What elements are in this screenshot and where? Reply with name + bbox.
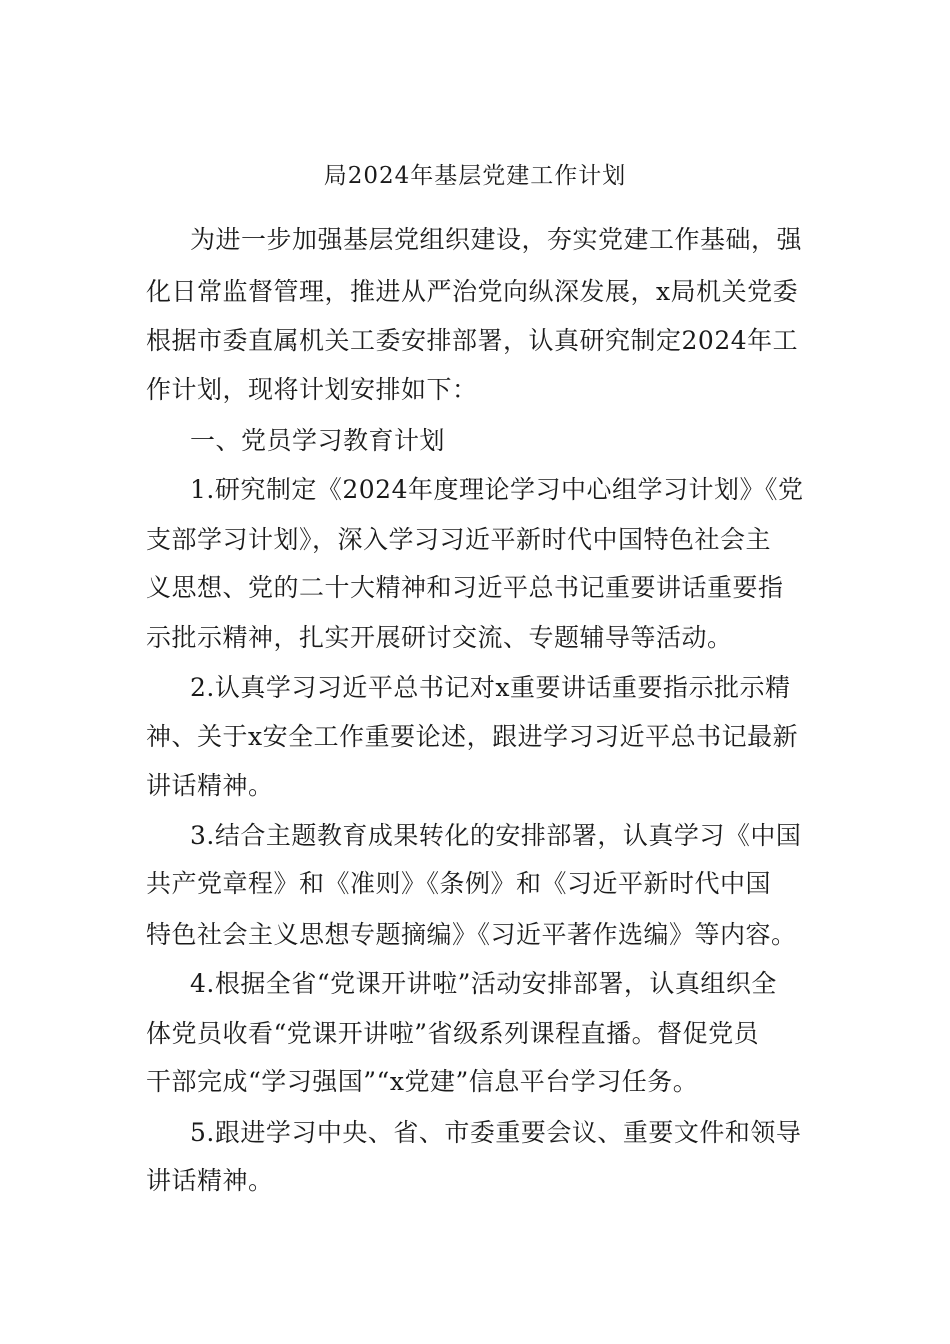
paragraph-line: 为进一步加强基层党组织建设，夯实党建工作基础，强 xyxy=(190,225,803,254)
section-heading: 一、党员学习教育计划 xyxy=(190,426,446,455)
paragraph-line: 神、关于x安全工作重要论述，跟进学习习近平总书记最新 xyxy=(146,722,799,751)
paragraph-line: 2.认真学习习近平总书记对x重要讲话重要指示批示精 xyxy=(190,673,791,702)
paragraph-line: 1.研究制定《2024年度理论学习中心组学习计划》《党 xyxy=(190,475,804,504)
paragraph-line: 体党员收看“党课开讲啦”省级系列课程直播。督促党员 xyxy=(146,1019,760,1048)
paragraph-line: 作计划，现将计划安排如下： xyxy=(146,375,478,404)
paragraph-line: 5.跟进学习中央、省、市委重要会议、重要文件和领导 xyxy=(190,1118,802,1147)
paragraph-line: 讲话精神。 xyxy=(146,1166,274,1195)
paragraph-line: 特色社会主义思想专题摘编》《习近平著作选编》等内容。 xyxy=(146,920,797,949)
paragraph-line: 干部完成“学习强国”“x党建”信息平台学习任务。 xyxy=(146,1067,699,1096)
paragraph-line: 讲话精神。 xyxy=(146,771,274,800)
paragraph-line: 支部学习计划》，深入学习习近平新时代中国特色社会主 xyxy=(146,525,772,554)
paragraph-line: 4.根据全省“党课开讲啦”活动安排部署，认真组织全 xyxy=(190,969,777,998)
paragraph-line: 义思想、党的二十大精神和习近平总书记重要讲话重要指 xyxy=(146,573,784,602)
paragraph-line: 示批示精神，扎实开展研讨交流、专题辅导等活动。 xyxy=(146,623,733,652)
paragraph-line: 根据市委直属机关工委安排部署，认真研究制定2024年工 xyxy=(146,326,799,355)
paragraph-line: 3.结合主题教育成果转化的安排部署，认真学习《中国 xyxy=(190,821,802,850)
paragraph-line: 共产党章程》和《准则》《条例》和《习近平新时代中国 xyxy=(146,869,772,898)
paragraph-line: 化日常监督管理，推进从严治党向纵深发展，x局机关党委 xyxy=(146,277,799,306)
document-title: 局2024年基层党建工作计划 xyxy=(323,163,627,189)
